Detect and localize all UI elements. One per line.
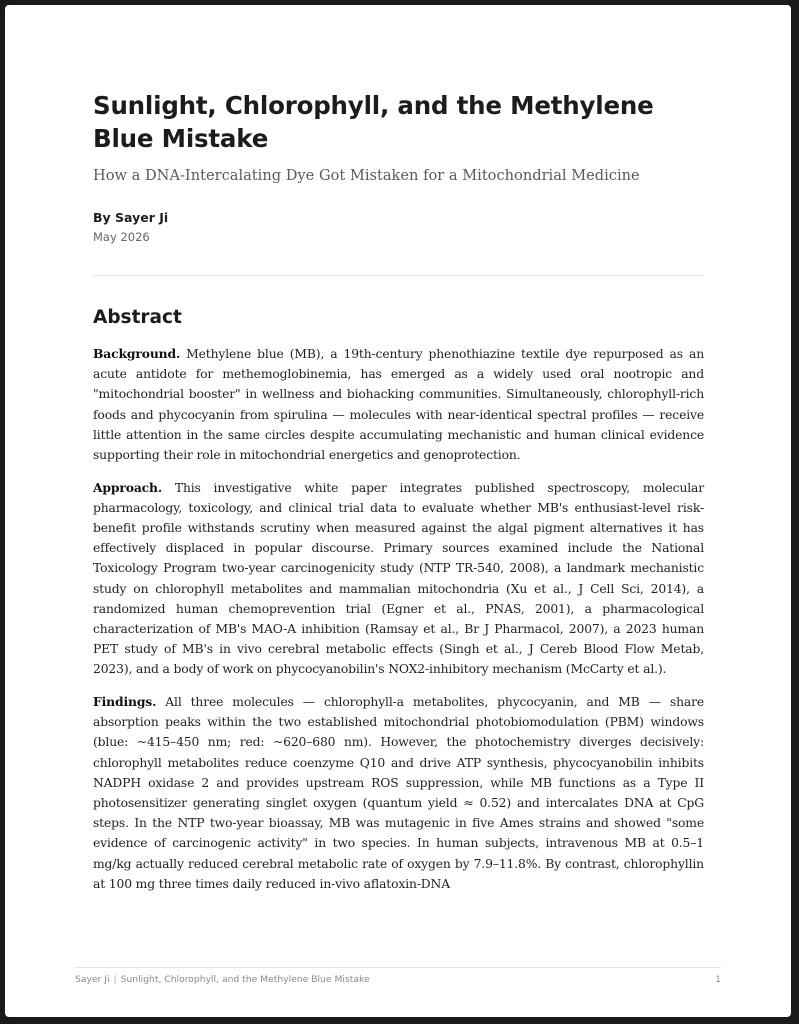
section-divider (93, 275, 704, 276)
abstract-findings-paragraph (93, 692, 704, 894)
background-text: Methylene blue (MB), a 19th-century phenothiazine textile dye repurposed as an acute antidote for methemoglobinemia, has emerged as a widely used oral nootropic and "mitochondrial booster" in wellness and biohacking communities. Simultaneously, chlorophyll-rich foods and phycocyanin from spirulina — molecules with near-identical spectral profiles — receive little attention in the same circles despite accumulating mechanistic and human clinical evidence supporting their role in mitochondrial energetics and genoprotection. (93, 347, 704, 463)
abstract-background-paragraph (93, 344, 704, 465)
footer-separator: | (113, 974, 117, 985)
footer-divider (75, 967, 721, 968)
publication-date: May 2026 (93, 230, 150, 244)
page-footer (75, 974, 721, 986)
document-page (5, 5, 791, 1017)
abstract-heading: Abstract (93, 307, 182, 328)
page-subtitle: How a DNA-Intercalating Dye Got Mistaken for a Mitochondrial Medicine (93, 167, 640, 184)
page-title: Sunlight, Chlorophyll, and the Methylene Blue Mistake (93, 91, 654, 153)
abstract-approach-paragraph (93, 478, 704, 680)
footer-author: Sayer Ji (75, 974, 110, 985)
approach-lead: Approach. (93, 479, 163, 495)
author-byline: By Sayer Ji (93, 210, 169, 225)
footer-title: Sunlight, Chlorophyll, and the Methylene Blue Mistake (120, 974, 370, 985)
findings-lead: Findings. (93, 693, 157, 709)
page-number: 1 (715, 974, 721, 985)
findings-text: All three molecules — chlorophyll-a metabolites, phycocyanin, and MB — share absorption peaks within the two established mitochondrial photobiomodulation (PBM) windows (blue: ~415–450 nm; red: ~620–680 nm). However, the photochemistry diverges decisively: chlorophyll metabolites reduce coenzyme Q10 and drive ATP synthesis, phycocyanobilin inhibits NADPH oxidase 2 and provides upstream ROS suppression, while MB functions as a Type II photosensitizer generating singlet oxygen (quantum yield ≈ 0.52) and intercalates DNA at CpG steps. In the NTP two-year bioassay, MB was mutagenic in five Ames strains and showed "some evidence of carcinogenic activity" in two species. In human subjects, intravenous MB at 0.5–1 mg/kg actually reduced cerebral metabolic rate of oxygen by 7.9–11.8%. By contrast, chlorophyllin at 100 mg three times daily reduced in-vivo aflatoxin-DNA (93, 694, 704, 891)
page-content (93, 89, 704, 906)
background-lead: Background. (93, 346, 181, 361)
approach-text: This investigative white paper integrates published spectroscopy, molecular pharmacology, toxicology, and clinical trial data to evaluate whether MB's enthusiast-level risk-benefit profile withstands scrutiny when measured against the algal pigment alternatives it has effectively displaced in popular discourse. Primary sources examined include the National Toxicology Program two-year carcinogenicity study (NTP TR-540, 2008), a landmark mechanistic study on chlorophyll metabolites and mammalian mitochondria (Xu et al., J Cell Sci, 2014), a randomized human chemoprevention trial (Egner et al., PNAS, 2001), a pharmacological characterization of MB's MAO-A inhibition (Ramsay et al., Br J Pharmacol, 2007), a 2023 human PET study of MB's in vivo cerebral metabolic effects (Singh et al., J Cereb Blood Flow Metab, 2023), and a body of work on phycocyanobilin's NOX2-inhibitory mechanism (McCarty et al.). (93, 480, 704, 677)
